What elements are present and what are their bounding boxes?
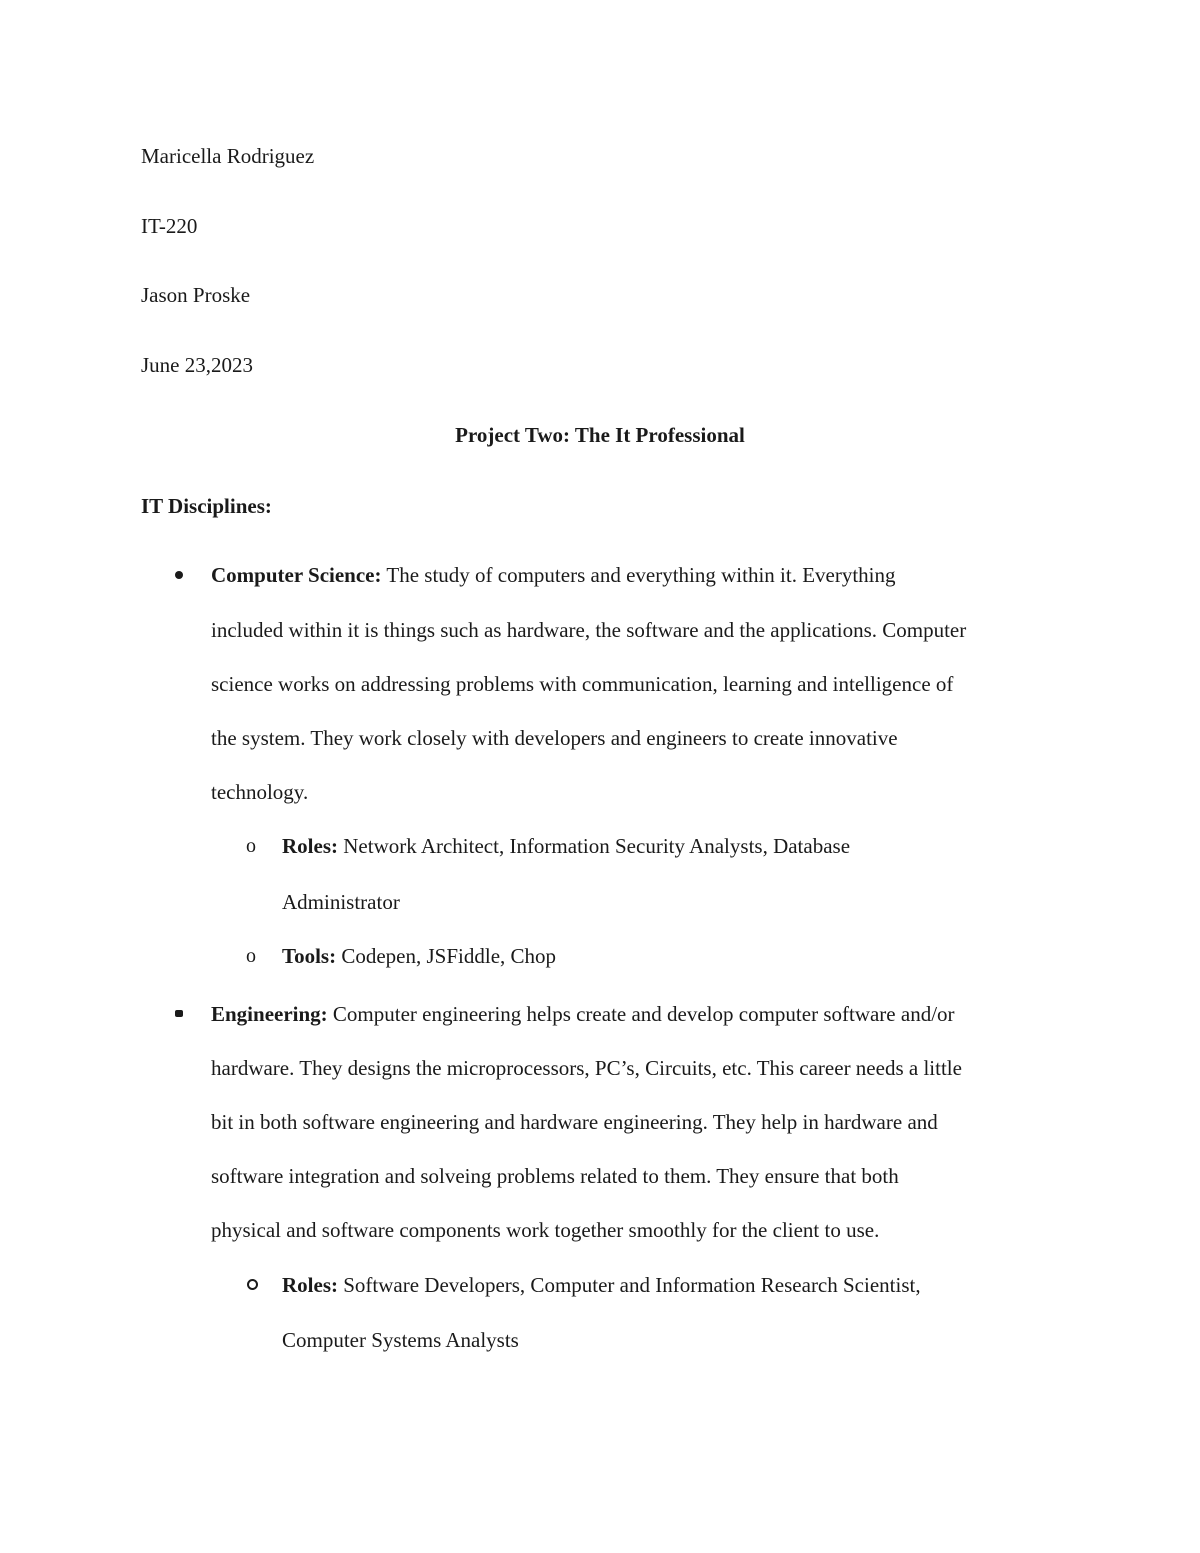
eng-text-line: hardware. They designs the microprocessors, PC’s, Circuits, etc. This career needs a little	[211, 1056, 962, 1080]
instructor-name: Jason Proske	[141, 283, 251, 307]
eng-text-line: Computer engineering helps create and develop computer software and/or	[327, 1002, 955, 1026]
cs-roles-text: Network Architect, Information Security Analysts, Database	[338, 834, 851, 858]
eng-roles-first-line	[282, 1273, 921, 1297]
cs-first-line	[211, 563, 896, 587]
cs-tools-text: Codepen, JSFiddle, Chop	[336, 944, 557, 968]
cs-label: Computer Science:	[211, 563, 382, 587]
cs-text-line: the system. They work closely with developers and engineers to create innovative	[211, 726, 898, 750]
eng-text-line: software integration and solveing problems related to them. They ensure that both	[211, 1164, 899, 1188]
bullet-square-icon	[175, 1010, 183, 1017]
cs-text-line: science works on addressing problems with communication, learning and intelligence of	[211, 672, 954, 696]
cs-roles-text: Administrator	[282, 890, 400, 914]
eng-first-line	[211, 1002, 955, 1026]
cs-text-line: technology.	[211, 780, 309, 804]
eng-text-line: bit in both software engineering and hardware engineering. They help in hardware and	[211, 1110, 938, 1134]
cs-roles-label: Roles:	[282, 834, 338, 858]
circle-bullet-icon: o	[246, 945, 256, 967]
bullet-disc-icon	[175, 571, 183, 579]
circle-bullet-icon: o	[246, 835, 256, 857]
ring-bullet-icon	[247, 1279, 258, 1290]
cs-text-line: The study of computers and everything within it. Everything	[381, 563, 896, 587]
cs-text-line: included within it is things such as hardware, the software and the applications. Computer	[211, 618, 967, 642]
course-code: IT-220	[141, 214, 198, 238]
eng-roles-text: Computer Systems Analysts	[282, 1328, 519, 1352]
cs-roles-first-line	[282, 834, 850, 858]
document-title: Project Two: The It Professional	[455, 423, 745, 447]
eng-roles-label: Roles:	[282, 1273, 338, 1297]
cs-tools-line	[282, 944, 556, 968]
document-date: June 23,2023	[141, 353, 253, 377]
eng-roles-text: Software Developers, Computer and Information Research Scientist,	[338, 1273, 921, 1297]
eng-label: Engineering:	[211, 1002, 328, 1026]
eng-text-line: physical and software components work together smoothly for the client to use.	[211, 1218, 880, 1242]
cs-tools-label: Tools:	[282, 944, 337, 968]
author-name: Maricella Rodriguez	[141, 144, 315, 168]
section-heading: IT Disciplines:	[141, 494, 272, 518]
